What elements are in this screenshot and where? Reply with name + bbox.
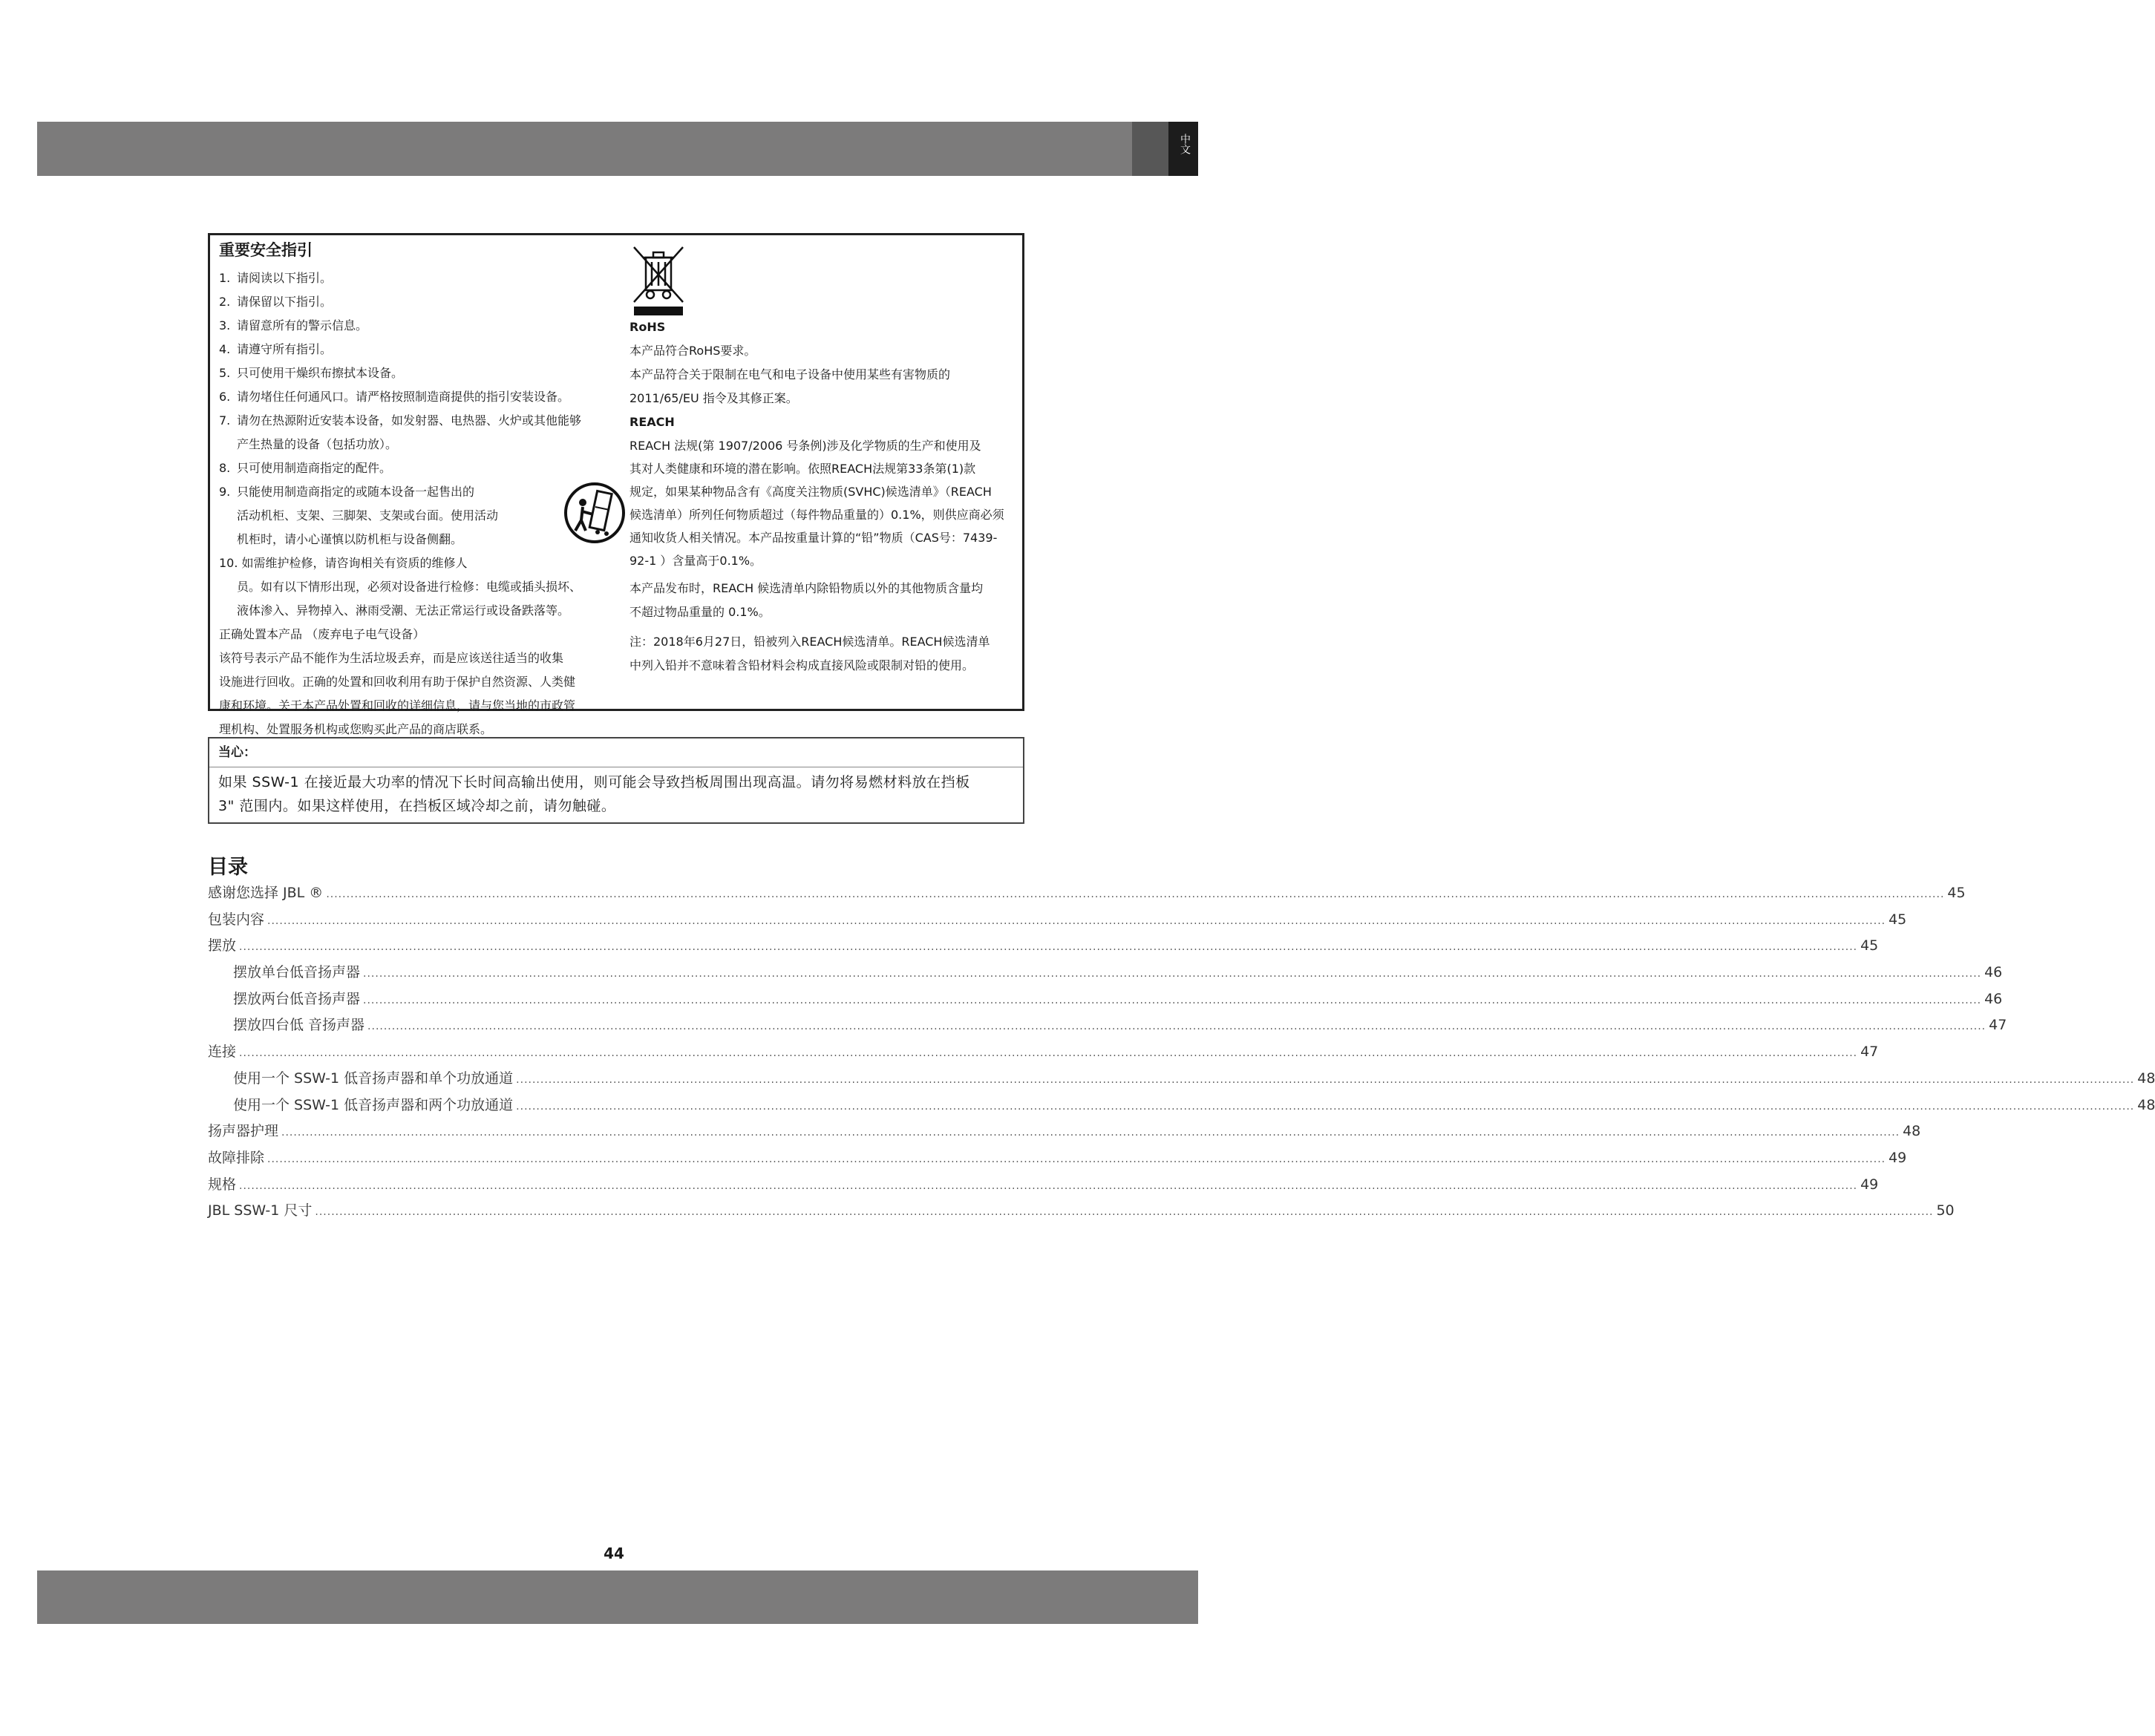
- text-line: 理机构、处置服务机构或您购买此产品的商店联系。: [219, 722, 493, 736]
- toc-leader-dots: ................................................................................................................................................................................................................................................................................................................................................................................................................: [516, 1073, 2135, 1086]
- toc-entry-label: 摆放两台低音扬声器: [233, 990, 361, 1007]
- safety-item: [219, 551, 626, 623]
- safety-item: [219, 338, 626, 361]
- toc-entry-label: 摆放单台低音扬声器: [233, 964, 361, 981]
- safety-item-line: 只可使用干燥织布擦拭本设备。: [237, 366, 404, 380]
- safety-item-line: 请遵守所有指引。: [237, 342, 333, 356]
- toc-entry-label: 扬声器护理: [208, 1123, 279, 1140]
- toc-entry-page: 50: [1936, 1202, 1955, 1219]
- toc-entry-page: 45: [1947, 885, 1966, 901]
- safety-item-line: 请保留以下指引。: [237, 295, 333, 309]
- safety-item-line: 机柜时，请小心谨慎以防机柜与设备侧翻。: [237, 532, 463, 546]
- toc-entry-page: 47: [1860, 1044, 1879, 1061]
- toc-entry-page: 49: [1889, 1149, 1907, 1166]
- toc-leader-dots: ................................................................................................................................................................................................................................................................................................................................................................................................................: [267, 1153, 1886, 1165]
- toc-leader-dots: ................................................................................................................................................................................................................................................................................................................................................................................................................: [239, 1047, 1858, 1060]
- rohs-title: RoHS: [630, 320, 666, 334]
- safety-item-number: 8.: [219, 461, 231, 475]
- toc-entry-page: 46: [1984, 990, 2003, 1007]
- reach-title: REACH: [630, 415, 675, 429]
- safety-item-line: 只能使用制造商指定的或随本设备一起售出的: [237, 485, 475, 499]
- safety-item: [219, 409, 626, 456]
- disposal-text: [219, 646, 626, 741]
- toc-leader-dots: ................................................................................................................................................................................................................................................................................................................................................................................................................: [267, 914, 1886, 927]
- toc-entry-page: 45: [1860, 937, 1879, 954]
- toc-entry[interactable]: [208, 1014, 2007, 1041]
- toc-entry-page: 48: [1903, 1123, 1921, 1140]
- reach-text-2: [630, 577, 1023, 624]
- table-of-contents: [208, 882, 2155, 1226]
- toc-entry-label: 包装内容: [208, 911, 265, 928]
- toc-entry-label: 使用一个 SSW-1 低音扬声器和单个功放通道: [233, 1070, 514, 1087]
- safety-item: [219, 385, 626, 409]
- safety-item: [219, 456, 626, 480]
- toc-entry[interactable]: [208, 1094, 2155, 1121]
- rohs-text: [630, 339, 1023, 410]
- safety-item-number: 4.: [219, 342, 231, 356]
- toc-leader-dots: ................................................................................................................................................................................................................................................................................................................................................................................................................: [239, 941, 1858, 954]
- page-number: 44: [604, 1545, 624, 1562]
- safety-list: [219, 266, 626, 623]
- text-line: 本产品符合关于限制在电气和电子设备中使用某些有害物质的: [630, 367, 951, 381]
- footer-band: [37, 1570, 1198, 1624]
- toc-entry-page: 46: [1984, 964, 2003, 981]
- text-line: 康和环境。关于本产品处置和回收的详细信息，请与您当地的市政管: [219, 698, 576, 713]
- language-tab[interactable]: [1132, 122, 1198, 176]
- toc-entry-label: 故障排除: [208, 1149, 265, 1166]
- toc-entry-label: 使用一个 SSW-1 低音扬声器和两个功放通道: [233, 1096, 514, 1113]
- safety-item: [219, 361, 626, 385]
- safety-item-line: 员。如有以下情形出现，必须对设备进行检修：电缆或插头损坏、: [237, 580, 582, 594]
- text-line: 通知收货人相关情况。本产品按重量计算的“铅”物质（CAS号：7439-: [630, 531, 998, 545]
- toc-entry-label: 规格: [208, 1176, 237, 1193]
- toc-leader-dots: ................................................................................................................................................................................................................................................................................................................................................................................................................: [516, 1100, 2135, 1113]
- toc-entry[interactable]: [208, 908, 1907, 935]
- safety-item-line: 只可使用制造商指定的配件。: [237, 461, 392, 475]
- toc-entry[interactable]: [208, 1120, 1921, 1147]
- toc-entry[interactable]: [208, 988, 2003, 1015]
- toc-entry[interactable]: [208, 934, 1879, 961]
- text-line: 设施进行回收。正确的处置和回收利用有助于保护自然资源、人类健: [219, 675, 576, 689]
- toc-entry-label: 摆放: [208, 937, 237, 954]
- toc-entry-page: 48: [2137, 1096, 2155, 1113]
- toc-entry[interactable]: [208, 882, 1966, 908]
- safety-left-column: [219, 240, 626, 741]
- toc-entry-page: 48: [2137, 1070, 2155, 1087]
- toc-entry-page: 49: [1860, 1176, 1879, 1193]
- toc-leader-dots: ................................................................................................................................................................................................................................................................................................................................................................................................................: [363, 968, 1982, 980]
- reach-note: [630, 630, 1023, 678]
- toc-leader-dots: ................................................................................................................................................................................................................................................................................................................................................................................................................: [367, 1021, 1986, 1033]
- text-line: 不超过物品重量的 0.1%。: [630, 605, 771, 619]
- toc-title: 目录: [208, 856, 248, 879]
- language-tab-label: 中文: [1179, 134, 1191, 154]
- toc-entry-label: 摆放四台低 音扬声器: [233, 1017, 365, 1034]
- toc-entry[interactable]: [208, 1041, 1879, 1067]
- safety-item-line: 活动机柜、支架、三脚架、支架或台面。使用活动: [237, 508, 499, 523]
- safety-item-number: 5.: [219, 366, 231, 380]
- toc-leader-dots: ................................................................................................................................................................................................................................................................................................................................................................................................................: [326, 888, 1945, 900]
- text-line: 其对人类健康和环境的潜在影响。依照REACH法规第33条第(1)款: [630, 462, 976, 476]
- toc-entry-page: 47: [1989, 1017, 2007, 1034]
- toc-entry[interactable]: [208, 1173, 1879, 1200]
- text-line: 注：2018年6月27日，铅被列入REACH候选清单。REACH候选清单: [630, 635, 990, 649]
- safety-title: 重要安全指引: [219, 241, 313, 259]
- toc-entry[interactable]: [208, 1199, 1955, 1226]
- safety-item-number: 9.: [219, 485, 231, 499]
- caution-box: [208, 737, 1024, 824]
- safety-item: [219, 480, 626, 551]
- toc-entry[interactable]: [208, 1147, 1907, 1173]
- toc-leader-dots: ................................................................................................................................................................................................................................................................................................................................................................................................................: [239, 1179, 1858, 1192]
- safety-right-column: [630, 240, 1023, 678]
- text-line: 该符号表示产品不能作为生活垃圾丢弃，而是应该送往适当的收集: [219, 651, 564, 665]
- header-band: [37, 122, 1198, 176]
- toc-entry-label: JBL SSW-1 尺寸: [208, 1202, 313, 1219]
- safety-item: [219, 266, 626, 290]
- safety-item-line: 请阅读以下指引。: [237, 271, 333, 285]
- caution-line: 3" 范围内。如果这样使用，在挡板区域冷却之前，请勿触碰。: [218, 798, 616, 814]
- toc-entry-label: 连接: [208, 1044, 237, 1061]
- safety-item: [219, 314, 626, 338]
- safety-item-line: 液体渗入、异物掉入、淋雨受潮、无法正常运行或设备跌落等。: [237, 603, 570, 618]
- crossed-bin-icon: [630, 243, 687, 315]
- safety-item-line: 请留意所有的警示信息。: [237, 318, 368, 333]
- text-line: 中列入铅并不意味着含铅材料会构成直接风险或限制对铅的使用。: [630, 658, 975, 672]
- text-line: 规定，如果某种物品含有《高度关注物质(SVHC)候选清单》（REACH: [630, 485, 992, 499]
- cart-tipover-warning-icon: [563, 482, 626, 544]
- toc-entry-page: 45: [1889, 911, 1907, 928]
- safety-item-line: 请勿堵住任何通风口。请严格按照制造商提供的指引安装设备。: [237, 390, 570, 404]
- reach-text: [630, 434, 1023, 572]
- safety-item-line: 产生热量的设备（包括功放）。: [237, 437, 398, 451]
- safety-item-number: 6.: [219, 390, 231, 404]
- text-line: 本产品发布时，REACH 候选清单内除铅物质以外的其他物质含量均: [630, 581, 984, 595]
- safety-item-number: 2.: [219, 295, 231, 309]
- caution-text: [209, 767, 1023, 818]
- safety-item-line: 10. 如需维护检修，请咨询相关有资质的维修人: [219, 556, 468, 570]
- safety-item-line: 请勿在热源附近安装本设备，如发射器、电热器、火炉或其他能够: [237, 413, 582, 428]
- text-line: 本产品符合RoHS要求。: [630, 344, 756, 358]
- text-line: 候选清单）所列任何物质超过（每件物品重量的）0.1%，则供应商必须: [630, 508, 1004, 522]
- safety-item-number: 1.: [219, 271, 231, 285]
- safety-item-number: 3.: [219, 318, 231, 333]
- toc-entry[interactable]: [208, 1067, 2155, 1094]
- caution-title: 当心：: [209, 738, 1023, 767]
- safety-item: [219, 290, 626, 314]
- text-line: 92-1 ）含量高于0.1%。: [630, 554, 762, 568]
- toc-entry-label: 感谢您选择 JBL ®: [208, 885, 324, 901]
- toc-leader-dots: ................................................................................................................................................................................................................................................................................................................................................................................................................: [315, 1206, 1934, 1219]
- caution-line: 如果 SSW-1 在接近最大功率的情况下长时间高输出使用，则可能会导致挡板周围出现高温。请勿将易燃材料放在挡板: [218, 774, 970, 790]
- text-line: REACH 法规(第 1907/2006 号条例)涉及化学物质的生产和使用及: [630, 439, 981, 453]
- safety-item-number: 7.: [219, 413, 231, 428]
- disposal-title: 正确处置本产品 （废弃电子电气设备）: [219, 627, 425, 641]
- text-line: 2011/65/EU 指令及其修正案。: [630, 391, 798, 405]
- toc-leader-dots: ................................................................................................................................................................................................................................................................................................................................................................................................................: [281, 1127, 1900, 1139]
- safety-box: [208, 233, 1024, 736]
- toc-leader-dots: ................................................................................................................................................................................................................................................................................................................................................................................................................: [363, 994, 1982, 1006]
- toc-entry[interactable]: [208, 961, 2003, 988]
